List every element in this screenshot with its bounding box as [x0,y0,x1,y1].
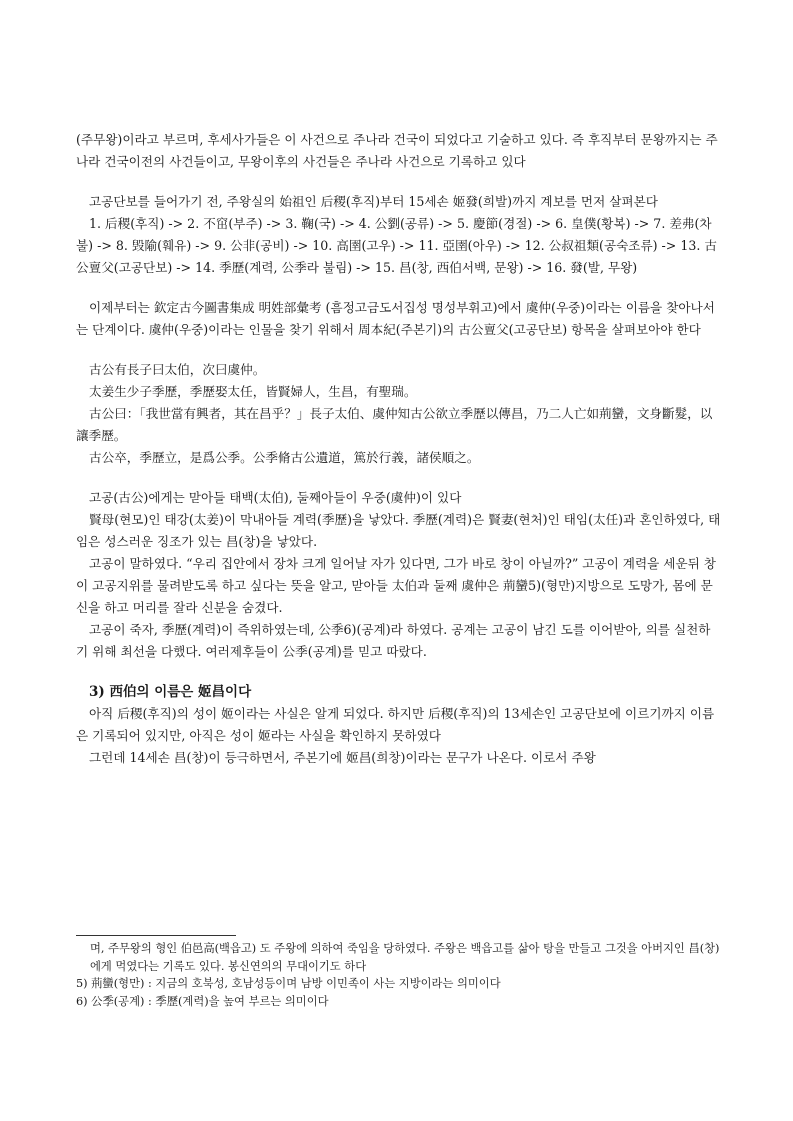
classical-line: 古公曰：「我世當有興者，其在昌乎？」長子太伯、虞仲知古公欲立季歷以傳昌，乃二人亡如荊蠻，文身斷髮，以讓季歷。 [76,406,713,443]
classical-line: 古公卒，季歷立，是爲公季。公季脩古公遺道，篤於行義，諸侯順之。 [89,450,480,465]
classical-line: 古公有長子曰太伯，次曰虞仲。 [89,362,266,377]
paragraph-intro: (주무왕)이라고 부르며, 후세사가들은 이 사건으로 주나라 건국이 되었다고 기술하고 있다. 즉 후직부터 문왕까지는 주나라 건국이전의 사건들이고, 무왕이후의 사건들은 주나라 사건으로 기록하고 있다 [76,132,718,169]
translation-line: 고공이 말하였다. “우리 집안에서 장차 크게 일어날 자가 있다면, 그가 바로 창이 아닐까?” 고공이 계력을 세운뒤 창이 고공지위를 물려받도록 하고 싶다는 뜻을 알고, 맏아들 太伯과 둘째 虞仲은 荊蠻5)(형만)지방으로 도망가, 몸에 문신을 하고 머리를 잘라 신분을 숨겼다. [76,556,716,615]
footnote-6: 6) 公季(공계) : 季歷(계력)을 높여 부르는 의미이다 [76,994,329,1008]
classical-line: 太姜生少子季歷，季歷娶太任，皆賢婦人，生昌，有聖瑞。 [89,384,417,399]
translation-line: 賢母(현모)인 태강(太姜)이 막내아들 계력(季歷)을 낳았다. 季歷(계력)은 賢妻(현처)인 태임(太任)과 혼인하였다, 태임은 성스러운 징조가 있는 昌(창)을 낳았다. [76,512,721,549]
translation-line: 고공이 죽자, 季歷(계력)이 즉위하였는데, 公季6)(공계)라 하였다. 공계는 고공이 남긴 도를 이어받아, 의를 실천하기 위해 최선을 다했다. 여러제후들이 公季(공계)를 믿고 따랐다. [76,622,711,659]
paragraph-genealogy-list: 1. 后稷(후직) -> 2. 不窋(부주) -> 3. 鞠(국) -> 4. 公劉(공류) -> 5. 慶節(경절) -> 6. 皇僕(황복) -> 7. 差弗(차불) -> 8. 毁隃(훼유) -> 9. 公非(공비) -> 10. 高圉(고우) -> 11. 亞圉(아우) -> 12. 公叔祖類(공숙조류) -> 13. 古公亶父(고공단보) -> 14. 季歷(계력, 公季라 불림) -> 15. 昌(창, 西伯서백, 문왕) -> 16. 發(발, 무왕) [76,216,717,275]
section-paragraph: 그런데 14세손 昌(창)이 등극하면서, 주본기에 姬昌(희창)이라는 문구가 나온다. 이로서 주왕 [89,750,596,765]
section-paragraph: 아직 后稷(후직)의 성이 姬이라는 사실은 알게 되었다. 하지만 后稷(후직)의 13세손인 고공단보에 이르기까지 이름은 기록되어 있지만, 아직은 성이 姬라는 사실을 확인하지 못하였다 [76,706,715,743]
paragraph-genealogy-lead: 고공단보를 들어가기 전, 주왕실의 始祖인 后稷(후직)부터 15세손 姬發(희발)까지 계보를 먼저 살펴본다 [89,194,658,209]
paragraph-search: 이제부터는 欽定古今圖書集成 明姓部彙考 (흠정고금도서집성 명성부휘고)에서 虞仲(우중)이라는 이름을 찾아나서는 단계이다. 虞仲(우중)이라는 인물을 찾기 위해서 周本紀(주본기)의 古公亶父(고공단보) 항목을 살펴보아야 한다 [76,300,715,337]
footnote-divider [76,935,236,936]
translation-line: 고공(古公)에게는 맏아들 태백(太伯), 둘째아들이 우중(虞仲)이 있다 [89,490,462,505]
body-text [76,129,722,769]
footnote-continuation: 며, 주무왕의 형인 伯邑高(백읍고) 도 주왕에 의하여 죽임을 당하였다. 주왕은 백읍고를 삶아 탕을 만들고 그것을 아버지인 昌(창)에게 먹였다는 기록도 있다. 봉신연의의 무대이기도 하다 [90,942,720,973]
footnote-5: 5) 荊蠻(형만) : 지금의 호북성, 호남성등이며 남방 이민족이 사는 지방이라는 의미이다 [76,977,501,990]
footnotes [76,940,722,1010]
section-heading: 3) 西伯의 이름은 姬昌이다 [89,684,252,700]
